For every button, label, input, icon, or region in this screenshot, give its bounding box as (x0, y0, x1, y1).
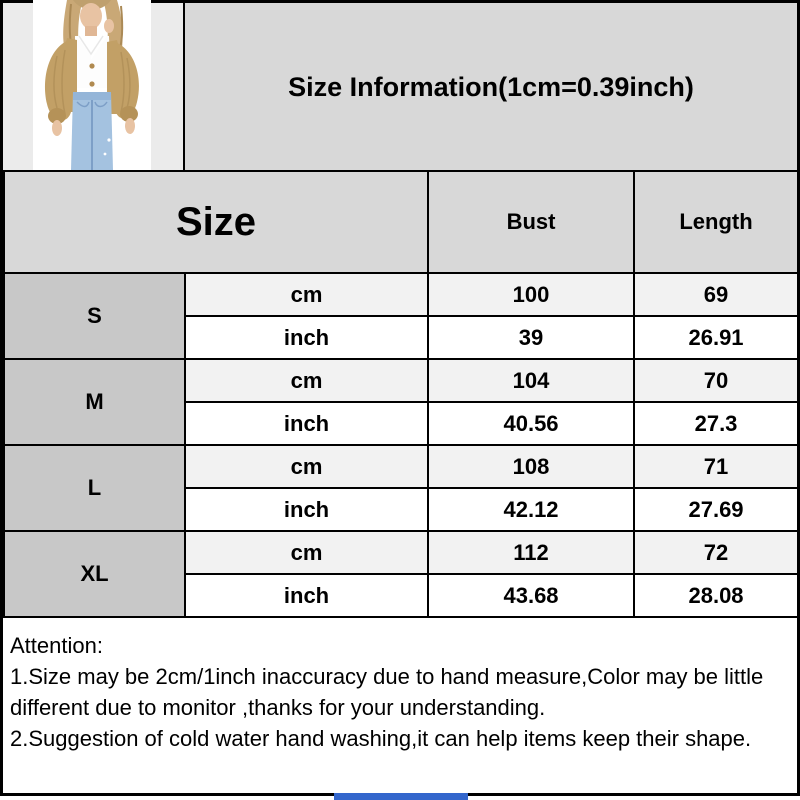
value-length: 26.91 (634, 316, 798, 359)
attention-line-2: different due to monitor ,thanks for your understanding. (10, 695, 546, 720)
attention-notes (3, 626, 793, 754)
value-length: 69 (634, 273, 798, 316)
attention-line-1: 1.Size may be 2cm/1inch inaccuracy due to hand measure,Color may be little (10, 664, 764, 689)
value-length: 70 (634, 359, 798, 402)
header-size: Size (4, 171, 428, 273)
header-bust: Bust (428, 171, 634, 273)
header-band (3, 3, 797, 170)
unit-cm: cm (185, 273, 428, 316)
product-photo-cell (3, 3, 185, 170)
table-header-row (4, 171, 798, 273)
size-label-xl: XL (4, 531, 185, 617)
title-area (185, 3, 797, 170)
unit-inch: inch (185, 402, 428, 445)
value-bust: 108 (428, 445, 634, 488)
page-title: Size Information(1cm=0.39inch) (288, 72, 694, 102)
table-row (4, 273, 798, 316)
unit-cm: cm (185, 445, 428, 488)
value-bust: 42.12 (428, 488, 634, 531)
product-photo (33, 0, 151, 170)
table-row (4, 445, 798, 488)
unit-inch: inch (185, 574, 428, 617)
value-bust: 112 (428, 531, 634, 574)
attention-heading: Attention: (10, 633, 103, 658)
size-label-s: S (4, 273, 185, 359)
value-length: 28.08 (634, 574, 798, 617)
unit-cm: cm (185, 359, 428, 402)
unit-cm: cm (185, 531, 428, 574)
size-label-m: M (4, 359, 185, 445)
unit-inch: inch (185, 488, 428, 531)
unit-inch: inch (185, 316, 428, 359)
header-length: Length (634, 171, 798, 273)
size-table (3, 170, 799, 618)
value-length: 71 (634, 445, 798, 488)
value-length: 27.69 (634, 488, 798, 531)
table-row (4, 531, 798, 574)
value-bust: 104 (428, 359, 634, 402)
value-bust: 43.68 (428, 574, 634, 617)
model-illustration (33, 0, 151, 170)
table-row (4, 359, 798, 402)
size-label-l: L (4, 445, 185, 531)
value-bust: 39 (428, 316, 634, 359)
bottom-accent-bar (334, 793, 468, 800)
attention-line-3: 2.Suggestion of cold water hand washing,it can help items keep their shape. (10, 726, 752, 751)
value-bust: 40.56 (428, 402, 634, 445)
value-length: 72 (634, 531, 798, 574)
value-length: 27.3 (634, 402, 798, 445)
value-bust: 100 (428, 273, 634, 316)
